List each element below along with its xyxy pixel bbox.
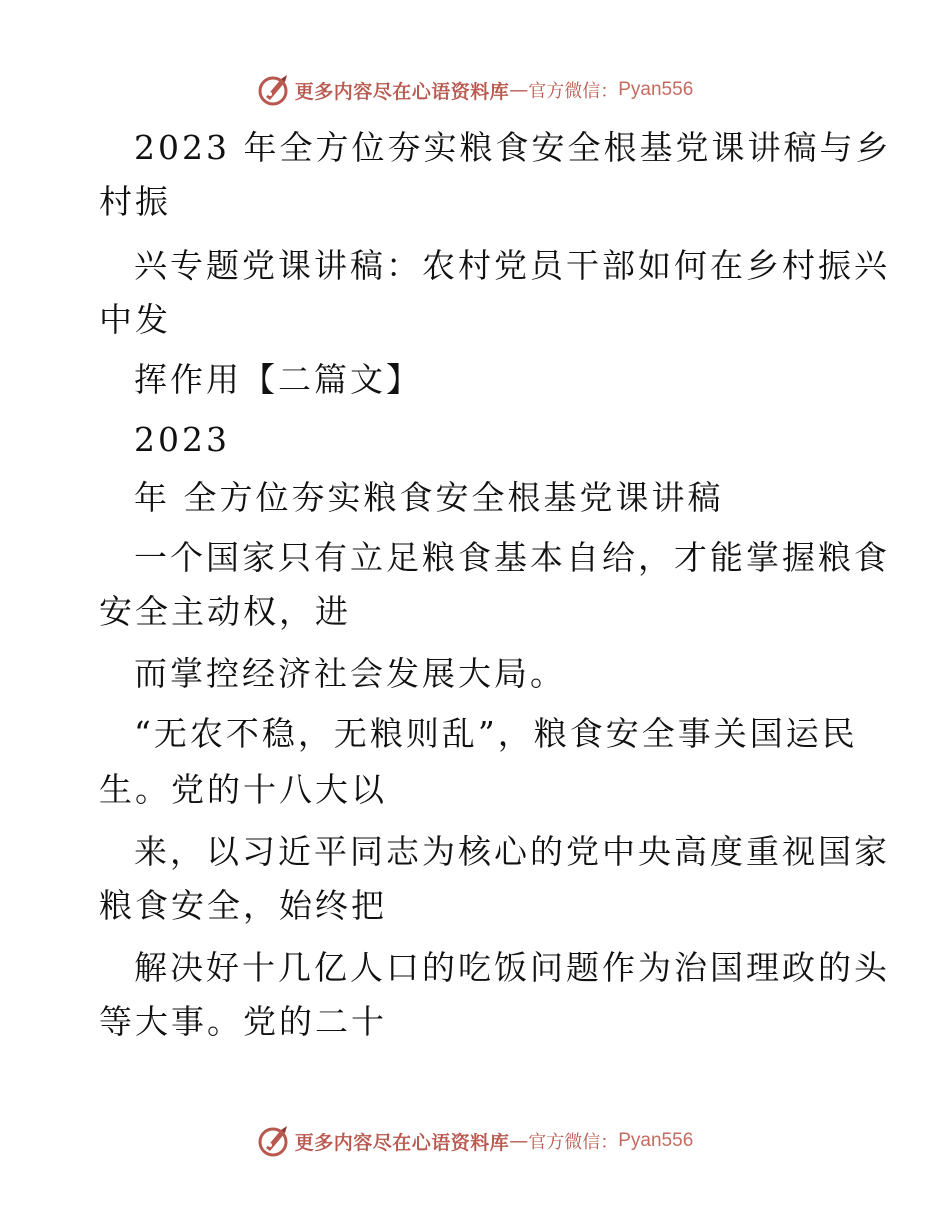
banner-wechat-label: 官方微信： <box>528 1132 619 1153</box>
banner-wechat-id: Pyan556 <box>618 79 694 100</box>
section-year: 2023 <box>134 420 230 459</box>
title-line-5: 挥作用【二篇文】 <box>134 360 422 399</box>
footer-banner <box>0 1121 950 1161</box>
banner-wechat-id: Pyan556 <box>618 1130 694 1151</box>
banner-brand-text: 更多内容尽在心语资料库 <box>294 1131 510 1154</box>
banner-brand-text: 更多内容尽在心语资料库 <box>294 80 510 103</box>
section-heading: 年 全方位夯实粮食安全根基党课讲稿 <box>134 478 724 517</box>
header-banner <box>0 70 950 110</box>
quill-pen-logo-icon <box>257 73 291 107</box>
paragraph-line-3: 而掌控经济社会发展大局。 <box>134 654 566 693</box>
paragraph-line-2: 安全主动权，进 <box>99 592 351 631</box>
quill-pen-logo-icon <box>257 1124 291 1158</box>
paragraph-line-5: 生。党的十八大以 <box>99 770 387 809</box>
banner-wechat-label: 官方微信： <box>528 81 619 102</box>
paragraph-line-8: 解决好十几亿人口的吃饭问题作为治国理政的头 <box>134 948 890 987</box>
paragraph-line-9: 等大事。党的二十 <box>99 1002 387 1041</box>
paragraph-line-4: “无农不稳，无粮则乱”，粮食安全事关国运民 <box>134 714 858 753</box>
title-line-4: 中发 <box>99 300 171 339</box>
paragraph-line-7: 粮食安全，始终把 <box>99 886 387 925</box>
title-line-3: 兴专题党课讲稿：农村党员干部如何在乡村振兴 <box>134 246 890 285</box>
title-line-2: 村振 <box>99 182 171 221</box>
paragraph-line-1: 一个国家只有立足粮食基本自给，才能掌握粮食 <box>134 538 890 577</box>
paragraph-line-6: 来，以习近平同志为核心的党中央高度重视国家 <box>134 832 890 871</box>
banner-separator: — <box>509 1130 529 1152</box>
title-line-1: 2023 年全方位夯实粮食安全根基党课讲稿与乡 <box>134 128 892 167</box>
banner-separator: — <box>509 79 529 101</box>
